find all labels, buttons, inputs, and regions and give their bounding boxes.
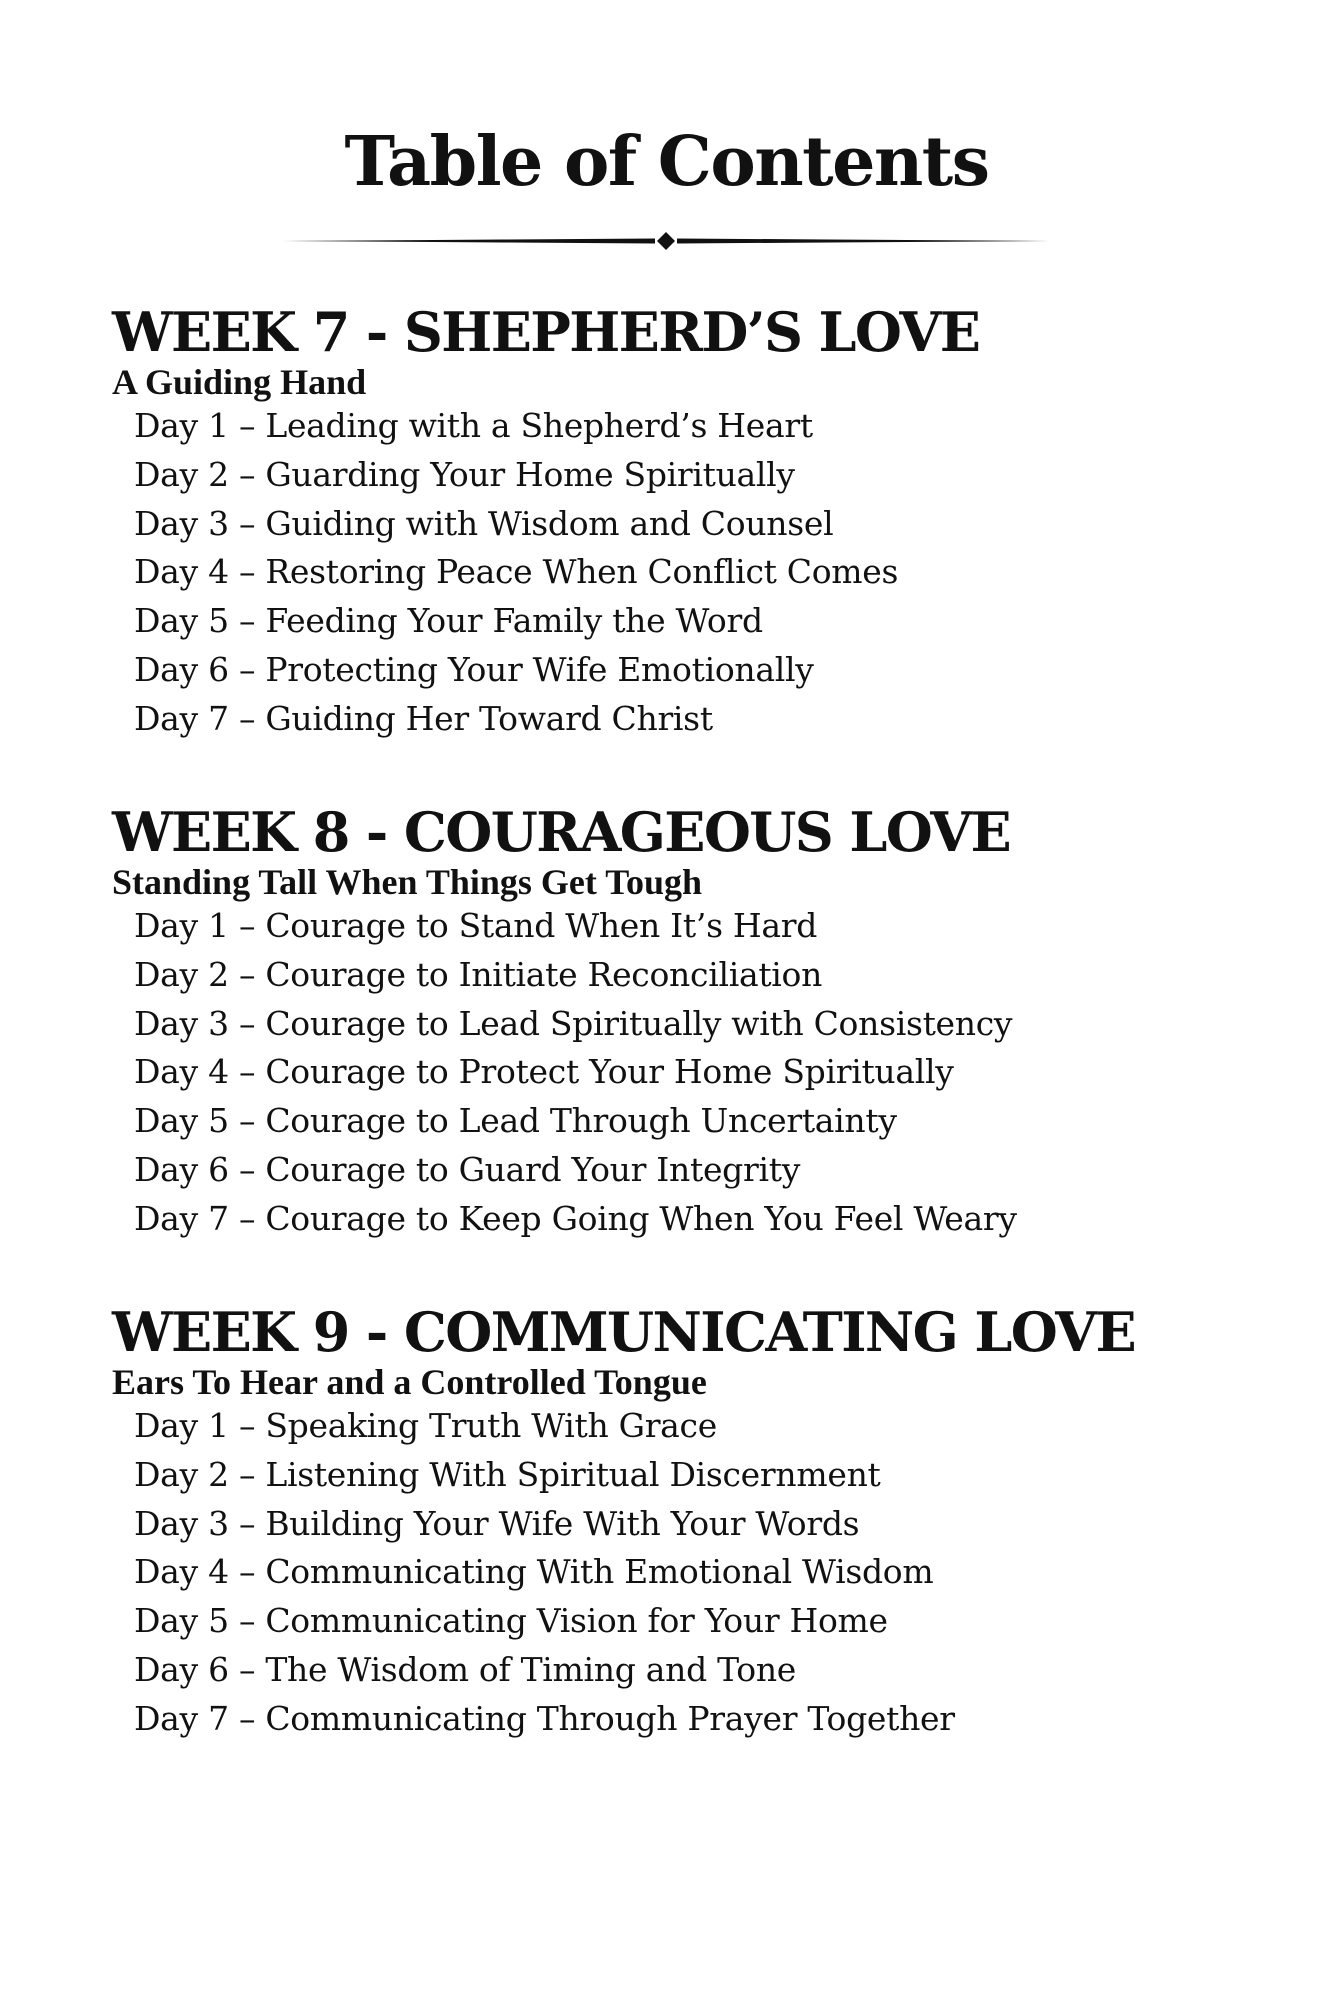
day-entry[interactable]: Day 3 – Courage to Lead Spiritually with Consistency xyxy=(134,1003,1013,1043)
day-entry[interactable]: Day 2 – Listening With Spiritual Discernment xyxy=(134,1454,881,1494)
title-divider-ornament xyxy=(283,229,1049,253)
week-subtitle: A Guiding Hand xyxy=(112,362,367,402)
day-list xyxy=(112,902,1312,1244)
day-entry[interactable]: Day 1 – Leading with a Shepherd’s Heart xyxy=(134,406,813,445)
day-entry[interactable]: Day 3 – Guiding with Wisdom and Counsel xyxy=(134,503,834,543)
week-heading: WEEK 7 - SHEPHERD’S LOVE xyxy=(112,300,980,364)
day-entry[interactable]: Day 5 – Courage to Lead Through Uncertainty xyxy=(134,1101,897,1141)
week-heading: WEEK 9 - COMMUNICATING LOVE xyxy=(112,1300,1136,1364)
day-entry[interactable]: Day 7 – Courage to Keep Going When You Feel Weary xyxy=(134,1198,1017,1238)
day-entry[interactable]: Day 5 – Communicating Vision for Your Home xyxy=(134,1601,888,1641)
day-list xyxy=(112,1402,1312,1744)
day-list xyxy=(112,402,1312,744)
day-entry[interactable]: Day 3 – Building Your Wife With Your Words xyxy=(134,1503,860,1543)
week-subtitle: Ears To Hear and a Controlled Tongue xyxy=(112,1362,707,1402)
week-9-section xyxy=(112,1302,1312,1744)
day-entry[interactable]: Day 7 – Guiding Her Toward Christ xyxy=(134,698,713,738)
day-entry[interactable]: Day 1 – Speaking Truth With Grace xyxy=(134,1406,717,1445)
day-entry[interactable]: Day 2 – Courage to Initiate Reconciliation xyxy=(134,954,823,994)
day-entry[interactable]: Day 7 – Communicating Through Prayer Together xyxy=(134,1698,955,1738)
day-entry[interactable]: Day 2 – Guarding Your Home Spiritually xyxy=(134,454,795,494)
week-subtitle: Standing Tall When Things Get Tough xyxy=(112,862,702,902)
week-7-section xyxy=(112,302,1312,744)
day-entry[interactable]: Day 6 – Protecting Your Wife Emotionally xyxy=(134,649,814,689)
day-entry[interactable]: Day 6 – Courage to Guard Your Integrity xyxy=(134,1149,801,1189)
day-entry[interactable]: Day 4 – Courage to Protect Your Home Spiritually xyxy=(134,1052,954,1092)
page-title: Table of Contents xyxy=(344,122,989,202)
week-heading: WEEK 8 - COURAGEOUS LOVE xyxy=(112,800,1011,864)
day-entry[interactable]: Day 4 – Restoring Peace When Conflict Comes xyxy=(134,552,899,592)
day-entry[interactable]: Day 1 – Courage to Stand When It’s Hard xyxy=(134,906,818,945)
week-8-section xyxy=(112,802,1312,1244)
day-entry[interactable]: Day 4 – Communicating With Emotional Wisdom xyxy=(134,1552,934,1592)
day-entry[interactable]: Day 5 – Feeding Your Family the Word xyxy=(134,601,763,641)
day-entry[interactable]: Day 6 – The Wisdom of Timing and Tone xyxy=(134,1649,797,1689)
